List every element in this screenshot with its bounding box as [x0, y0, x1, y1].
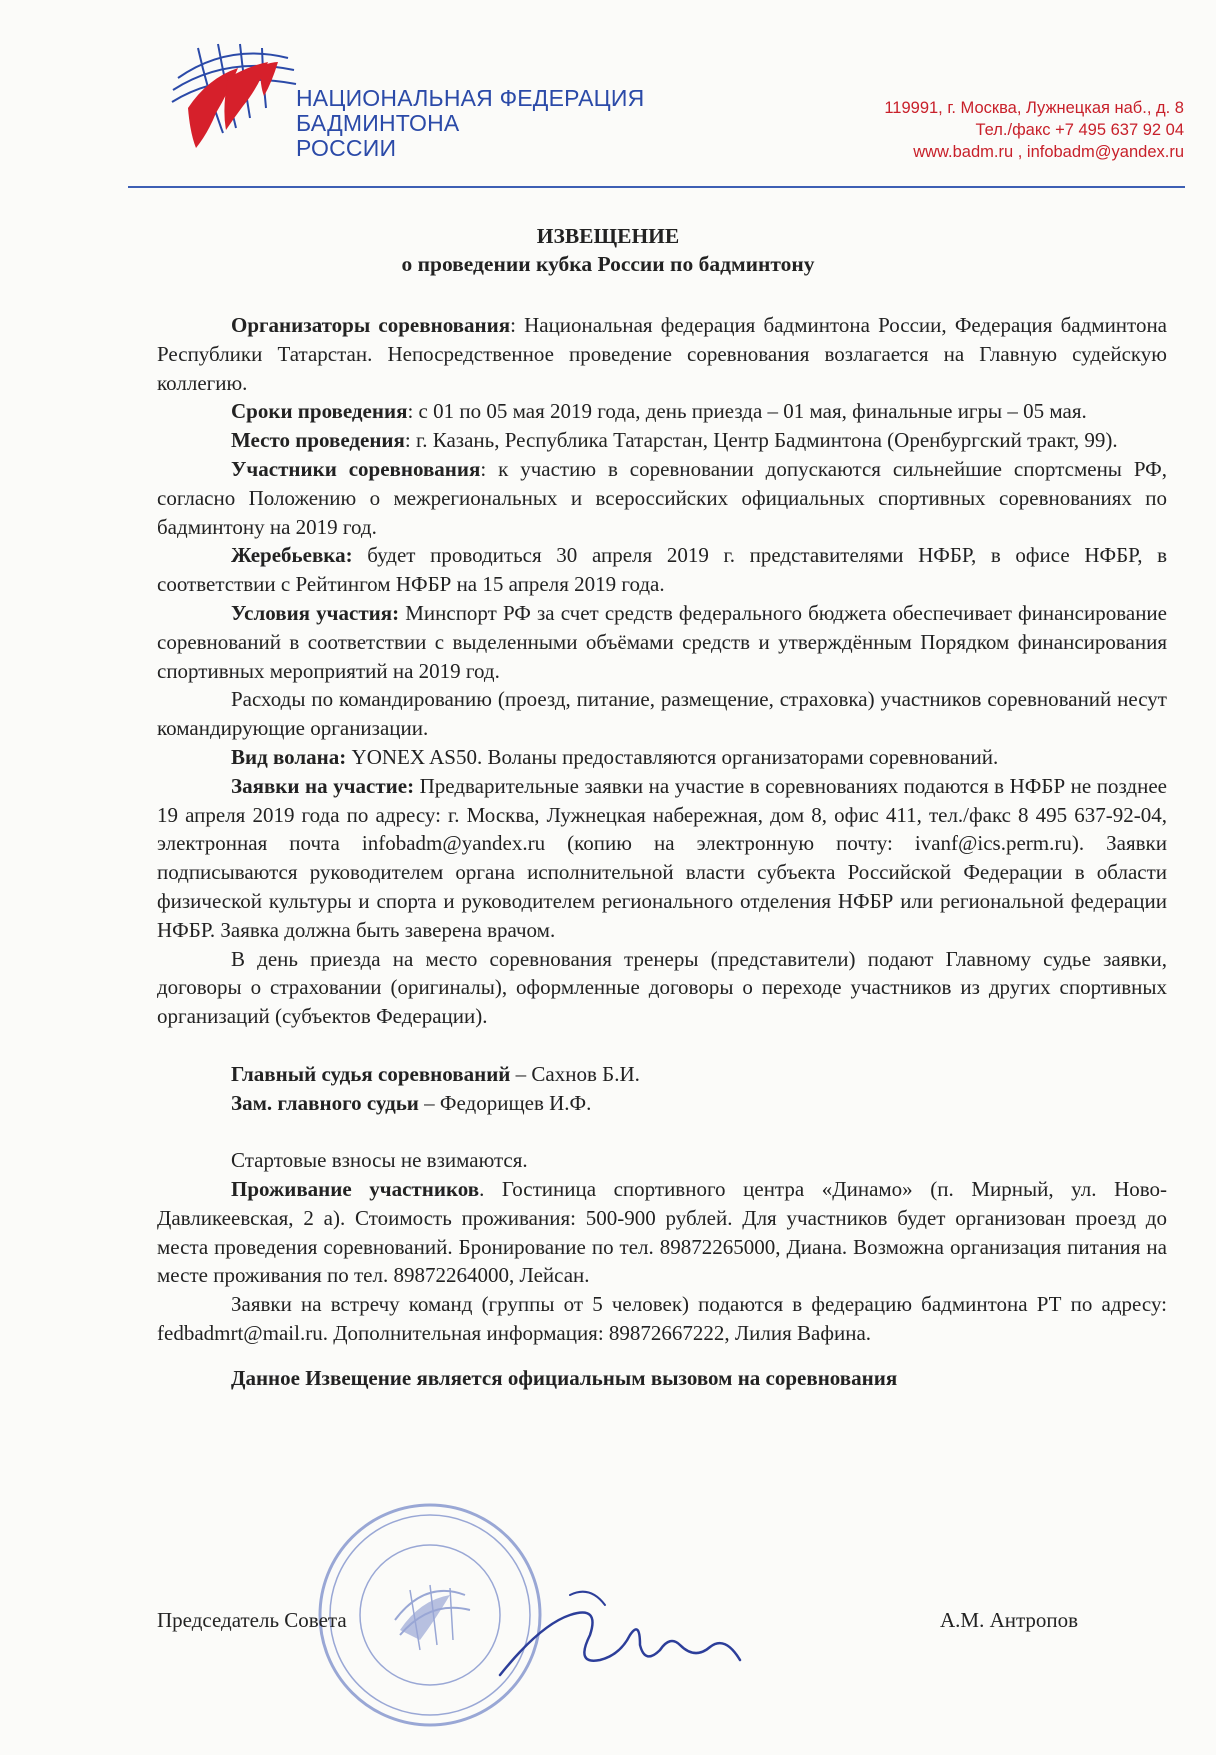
- paragraph-arrival: В день приезда на место соревнования тренеры (представители) подают Главному судье заявки, договоры о страховании (оригиналы), оформленные договоры о переходе участников из других спортивных организаций (субъектов Федерации).: [157, 946, 1167, 1029]
- title-main: ИЗВЕЩЕНИЕ: [536, 224, 680, 248]
- paragraph-accommodation: Проживание участников. Гостиница спортивного центра «Динамо» (п. Мирный, ул. Ново-Давликеевская, 2 а). Стоимость проживания: 500-900 рублей. Для участников будет организован проезд до места проведения соревнований. Бронирование по тел. 89872265000, Диана. Возможна организация питания на месте проживания по тел. 89872264000, Лейсан.: [157, 1176, 1167, 1288]
- paragraph-meeting: Заявки на встречу команд (группы от 5 человек) подаются в федерацию бадминтона РТ по адресу: fedbadmrt@mail.ru. Дополнительная информация: 89872667222, Лилия Вафина.: [157, 1292, 1167, 1345]
- signature-icon: [480, 1565, 760, 1705]
- web-email: www.badm.ru , infobadm@yandex.ru: [913, 143, 1184, 161]
- address: 119991, г. Москва, Лужнецкая наб., д. 8: [884, 99, 1184, 117]
- signatory-role: Председатель Совета: [157, 1608, 347, 1632]
- paragraph-participants: Участники соревнования: к участию в соревновании допускаются сильнейшие спортсмены РФ, согласно Положению о межрегиональных и всероссийских официальных спортивных соревнованиях по бадминтону на 2019 год.: [157, 456, 1167, 539]
- title-sub: о проведении кубка России по бадминтону: [401, 252, 815, 276]
- signatory-name: А.М. Антропов: [940, 1608, 1079, 1632]
- paragraph-dates: Сроки проведения: с 01 по 05 мая 2019 года, день приезда – 01 мая, финальные игры – 05 мая.: [231, 399, 1087, 424]
- header-divider: [128, 186, 1185, 188]
- paragraph-draw: Жеребьевка: будет проводиться 30 апреля 2019 г. представителями НФБР, в офисе НФБР, в соответствии с Рейтингом НФБР на 15 апреля 2019 года.: [157, 543, 1167, 597]
- organization-name: НАЦИОНАЛЬНАЯ ФЕДЕРАЦИЯ БАДМИНТОНА РОССИИ: [296, 85, 645, 161]
- federation-logo-icon: [168, 38, 308, 158]
- chief-judge: Главный судья соревнований – Сахнов Б.И.: [231, 1061, 640, 1086]
- paragraph-conditions: Условия участия: Минспорт РФ за счет средств федерального бюджета обеспечивает финансирование соревнований в соответствии с выделенными объёмами средств и утверждённым Порядком финансирования спортивных мероприятий на 2019 год.: [157, 600, 1167, 683]
- phone: Тел./факс +7 495 637 92 04: [975, 121, 1184, 139]
- paragraph-organizers: Организаторы соревнования: Национальная федерация бадминтона России, Федерация бадминтона Республики Татарстан. Непосредственное проведение соревнования возлагается на Главную судейскую коллегию.: [157, 313, 1167, 395]
- closing-statement: Данное Извещение является официальным вызовом на соревнования: [231, 1365, 898, 1390]
- deputy-judge: Зам. главного судьи – Федорищев И.Ф.: [231, 1090, 592, 1115]
- paragraph-venue: Место проведения: г. Казань, Республика Татарстан, Центр Бадминтона (Оренбургский тракт, 99).: [231, 428, 1118, 453]
- paragraph-shuttle: Вид волана: YONEX AS50. Воланы предоставляются организаторами соревнований.: [231, 744, 999, 769]
- document-body: [157, 311, 1167, 1392]
- paragraph-expenses: Расходы по командированию (проезд, питание, размещение, страховка) участников соревнований несут командирующие организации.: [157, 687, 1167, 741]
- document-title: [0, 222, 1216, 278]
- paragraph-fees: Стартовые взносы не взимаются.: [231, 1148, 528, 1173]
- paragraph-applications: Заявки на участие: Предварительные заявки на участие в соревнованиях подаются в НФБР не позднее 19 апреля 2019 года по адресу: г. Москва, Лужнецкая набережная, дом 8, офис 411, тел./факс 8 495 637-92-04, электронная почта infobadm@yandex.ru (копию на электронную почту: ivanf@ics.perm.ru). Заявки подписываются руководителем органа исполнительной власти субъекта Российской Федерации в области физической культуры и спорта и руководителем регионального отделения НФБР или региональной федерации НФБР. Заявка должна быть заверена врачом.: [157, 773, 1167, 942]
- contact-block: [884, 97, 1184, 163]
